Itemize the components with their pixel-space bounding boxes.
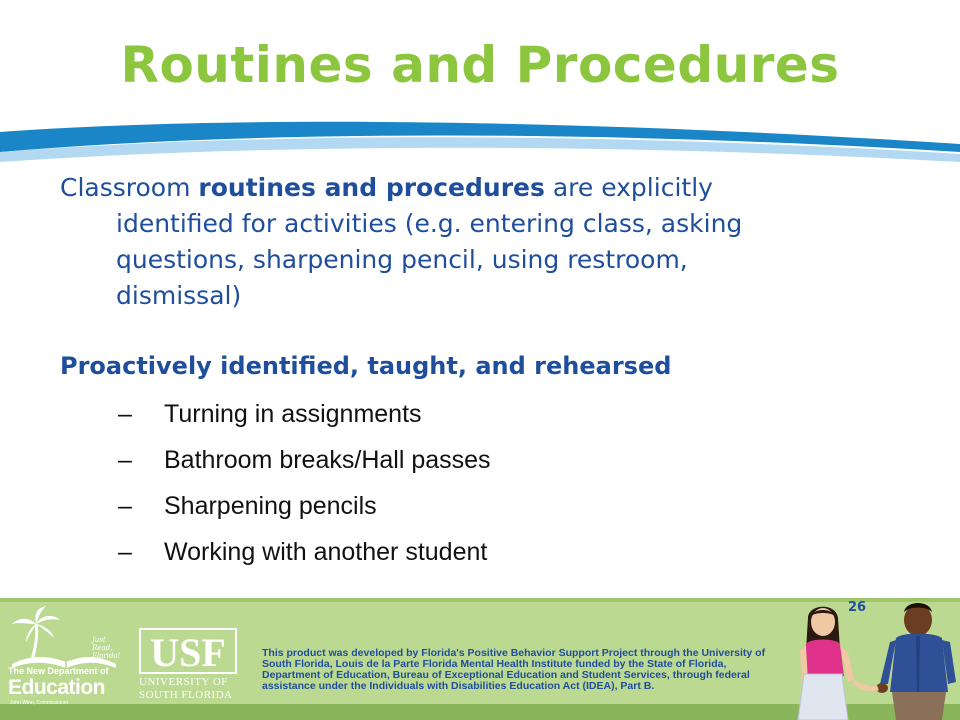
routines-paragraph (60, 170, 890, 314)
paragraph-line-3: questions, sharpening pencil, using restroom, (116, 245, 688, 274)
usf-logo (139, 628, 237, 674)
paragraph-line-2: identified for activities (e.g. entering class, asking (116, 209, 743, 238)
paragraph-line-1: Classroom routines and procedures are explicitly (60, 173, 713, 202)
dash-marker: – (118, 492, 132, 520)
credit-line: South Florida, Louis de la Parte Florida Mental Health Institute funded by the State of Florida, (262, 658, 727, 670)
paragraph-line-4: dismissal) (116, 281, 242, 310)
doe-tagline: Just Read, Florida! (92, 636, 121, 660)
paragraph-bold-phrase: routines and procedures (198, 173, 545, 202)
dash-marker: – (118, 400, 132, 428)
doe-dept-text: The New Department of (8, 666, 109, 676)
page-number: 26 (848, 600, 867, 615)
credit-text (262, 648, 790, 692)
children-photo (792, 598, 960, 720)
usf-name: UNIVERSITY OF SOUTH FLORIDA (139, 676, 233, 701)
usf-mark: USF (150, 630, 226, 674)
dash-marker: – (118, 538, 132, 566)
header-swoosh (0, 118, 960, 168)
slide-title: Routines and Procedures (120, 36, 840, 94)
credit-line: This product was developed by Florida's Positive Behavior Support Project through the University of (262, 647, 766, 659)
slide: Routines and Procedures Classroom routines and procedures are explicitly identified for activities (e.g. entering class, asking questions, sharpening pencil, using restroom, dismissal) Proactively identified, taught, and rehearsed – Turning in assignments – Bathroom breaks/Hall passes – Sharpening pencils – Working with another student 26 Just Read, Florida! The New Department of Education John Winn, Commissioner USF UNIVERSITY OF SOUTH FLORIDA This product was developed by Florida's Positive Behavior Support Project through the University of South Florida, Louis de la Parte Florida Mental Health Institute funded by the State of Florida, Department of Education, Bureau of Exceptional Education and Student Services, through federal assistance under the Individuals with Disabilities Education Act (IDEA), Part B. (0, 0, 960, 720)
subheading: Proactively identified, taught, and rehearsed (60, 352, 672, 380)
credit-line: Department of Education, Bureau of Exceptional Education and Student Services, through federal (262, 669, 750, 681)
credit-line: assistance under the Individuals with Disabilities Education Act (IDEA), Part B. (262, 680, 655, 692)
doe-commissioner-text: John Winn, Commissioner (10, 700, 69, 706)
dash-marker: – (118, 446, 132, 474)
doe-education-text: Education (8, 676, 106, 699)
